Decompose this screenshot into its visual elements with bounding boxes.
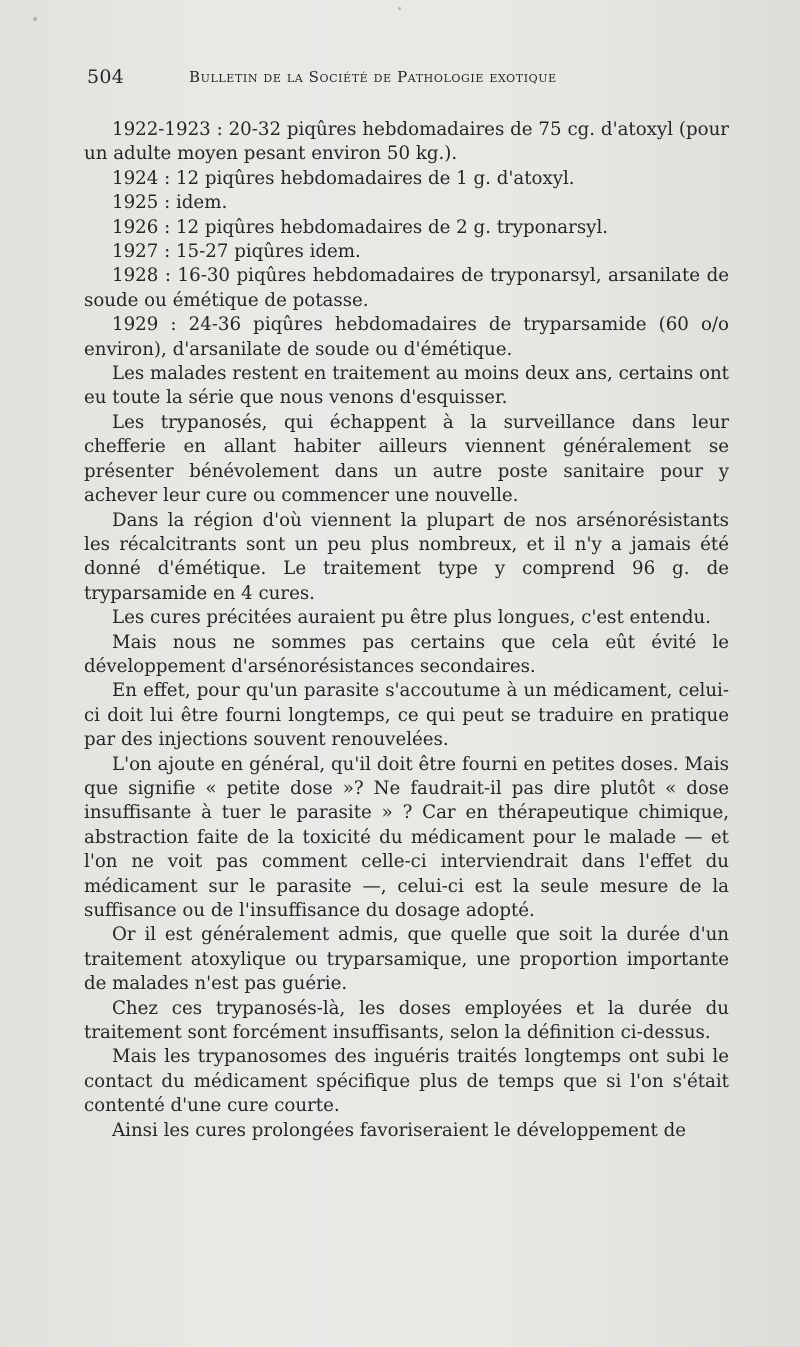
paragraph: 1928 : 16-30 piqûres hebdomadaires de tryponarsyl, arsanilate de soude ou émétique de potasse. — [84, 265, 729, 311]
running-head — [87, 66, 727, 94]
paragraph: Les cures précitées auraient pu être plus longues, c'est entendu. — [112, 607, 711, 629]
ink-speck — [33, 17, 37, 21]
paragraph: Mais les trypanosomes des inguéris traités longtemps ont subi le contact du médicament spécifique plus de temps que si l'on s'était contenté d'une cure courte. — [84, 1046, 729, 1117]
paragraph: 1922-1923 : 20-32 piqûres hebdomadaires de 75 cg. d'atoxyl (pour un adulte moyen pesant environ 50 kg.). — [84, 119, 729, 165]
journal-title: Bulletin de la Société de Pathologie exotique — [189, 68, 557, 86]
paragraph: 1926 : 12 piqûres hebdomadaires de 2 g. tryponarsyl. — [112, 216, 609, 238]
paragraph: 1927 : 15-27 piqûres idem. — [112, 241, 361, 263]
paragraph: Les malades restent en traitement au moins deux ans, certains ont eu toute la série que nous venons d'esquisser. — [84, 363, 729, 409]
paragraph: Ainsi les cures prolongées favoriseraient le développement de — [112, 1119, 686, 1141]
body-text — [84, 118, 729, 1143]
paragraph: Dans la région d'où viennent la plupart de nos arsénorésistants les récalcitrants sont un peu plus nombreux, et il n'y a jamais été donné d'émétique. Le traitement type y comprend 96 g. de tryparsamide en 4 cures. — [84, 509, 729, 604]
paragraph: Mais nous ne sommes pas certains que cela eût évité le développement d'arsénorésistances secondaires. — [84, 631, 729, 677]
paragraph: 1924 : 12 piqûres hebdomadaires de 1 g. d'atoxyl. — [112, 167, 575, 189]
paragraph: 1929 : 24-36 piqûres hebdomadaires de tryparsamide (60 o/o environ), d'arsanilate de soude ou d'émétique. — [84, 314, 729, 360]
paragraph: En effet, pour qu'un parasite s'accoutume à un médicament, celui-ci doit lui être fourni longtemps, ce qui peut se traduire en pratique par des injections souvent renouvelées. — [84, 680, 729, 751]
page-number: 504 — [87, 66, 125, 88]
paragraph: 1925 : idem. — [112, 192, 228, 214]
paragraph: Chez ces trypanosés-là, les doses employées et la durée du traitement sont forcément insuffisants, selon la définition ci-dessus. — [84, 997, 729, 1044]
paragraph: L'on ajoute en général, qu'il doit être fourni en petites doses. Mais que signifie « petite dose »? Ne faudrait-il pas dire plutôt « dose insuffisante à tuer le parasite » ? Car en thérapeutique chimique, abstraction faite de la toxicité du médicament pour le malade — et l'on ne voit pas comment celle-ci interviendrait dans l'effet du médicament sur le parasite —, celui-ci est la seule mesure de la suffisance ou de l'insuffisance du dosage adopté. — [84, 753, 729, 921]
paragraph: Or il est généralement admis, que quelle que soit la durée d'un traitement atoxylique ou tryparsamique, une proportion importante de malades n'est pas guérie. — [84, 924, 729, 995]
paragraph: Les trypanosés, qui échappent à la surveillance dans leur chefferie en allant habiter ailleurs viennent généralement se présenter bénévolement dans un autre poste sanitaire pour y achever leur cure ou commencer une nouvelle. — [84, 411, 729, 507]
ink-speck — [398, 7, 401, 10]
